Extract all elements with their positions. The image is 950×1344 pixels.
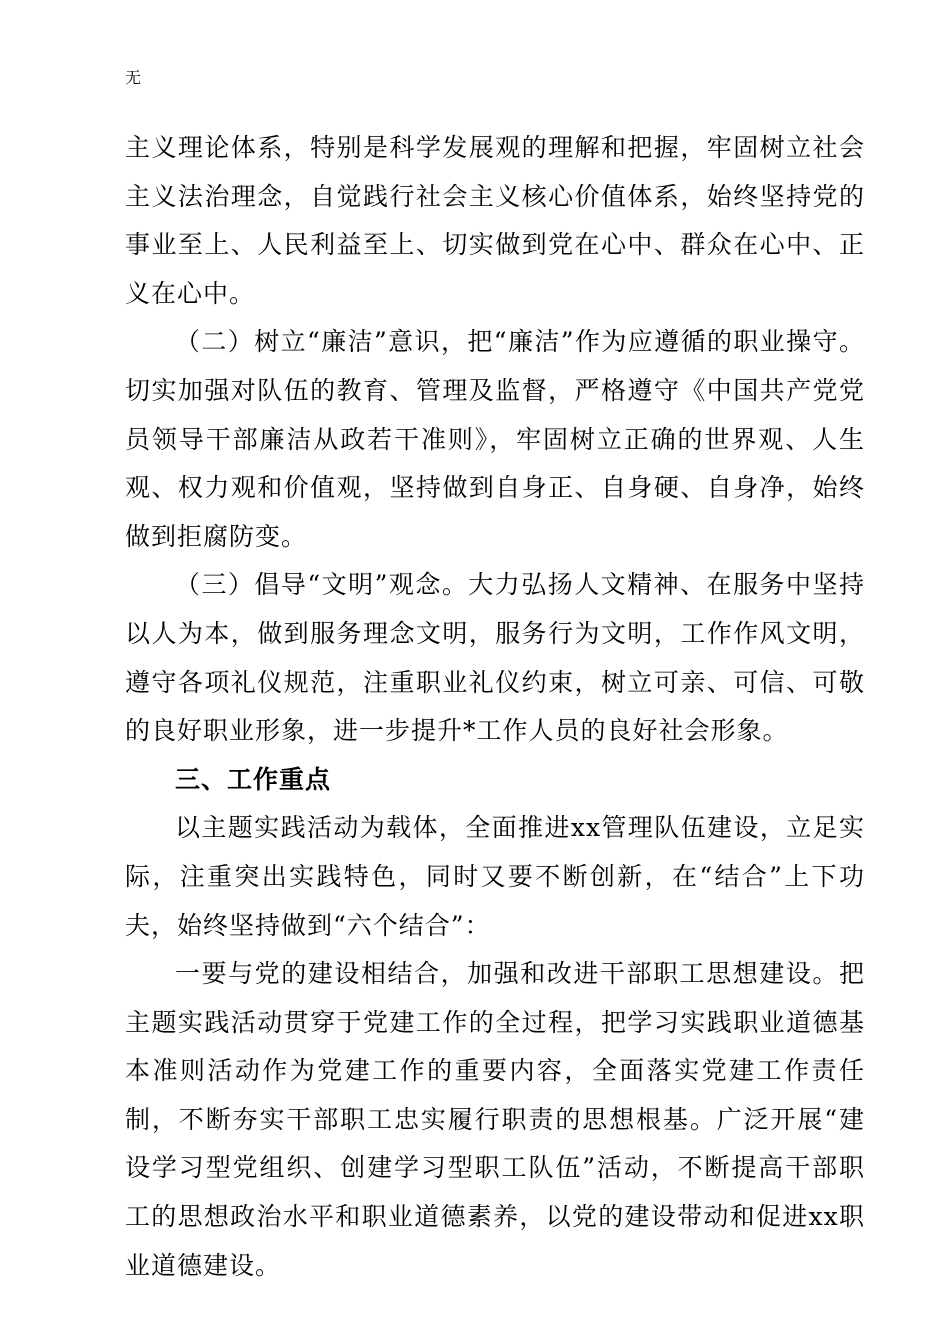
header-mark: 无	[125, 68, 142, 87]
paragraph-civility: （三）倡导“文明”观念。大力弘扬人文精神、在服务中坚持以人为本，做到服务理念文明，服务行为文明，工作作风文明，遵守各项礼仪规范，注重职业礼仪约束，树立可亲、可信、可敬的良好职业形象，进一步提升*工作人员的良好社会形象。	[125, 570, 865, 746]
section-heading: 三、工作重点	[175, 764, 332, 794]
paragraph-party-building: 一要与党的建设相结合，加强和改进干部职工思想建设。把主题实践活动贯穿于党建工作的全过程，把学习实践职业道德基本准则活动作为党建工作的重要内容，全面落实党建工作责任制，不断夯实干部职工忠实履行职责的思想根基。广泛开展“建设学习型党组织、创建学习型职工队伍”活动，不断提高干部职工的思想政治水平和职业道德素养，以党的建设带动和促进xx职业道德建设。	[125, 959, 865, 1280]
paragraph-focus-intro: 以主题实践活动为载体，全面推进xx管理队伍建设，立足实际，注重突出实践特色，同时又要不断创新，在“结合”上下功夫，始终坚持做到“六个结合”：	[125, 813, 865, 940]
document-body	[125, 124, 865, 1290]
paragraph-continuation: 主义理论体系，特别是科学发展观的理解和把握，牢固树立社会主义法治理念，自觉践行社会主义核心价值体系，始终坚持党的事业至上、人民利益至上、切实做到党在心中、群众在心中、正义在心中。	[125, 133, 865, 308]
paragraph-integrity: （二）树立“廉洁”意识，把“廉洁”作为应遵循的职业操守。切实加强对队伍的教育、管理及监督，严格遵守《中国共产党党员领导干部廉洁从政若干准则》，牢固树立正确的世界观、人生观、权力观和价值观，坚持做到自身正、自身硬、自身净，始终做到拒腐防变。	[125, 327, 865, 551]
